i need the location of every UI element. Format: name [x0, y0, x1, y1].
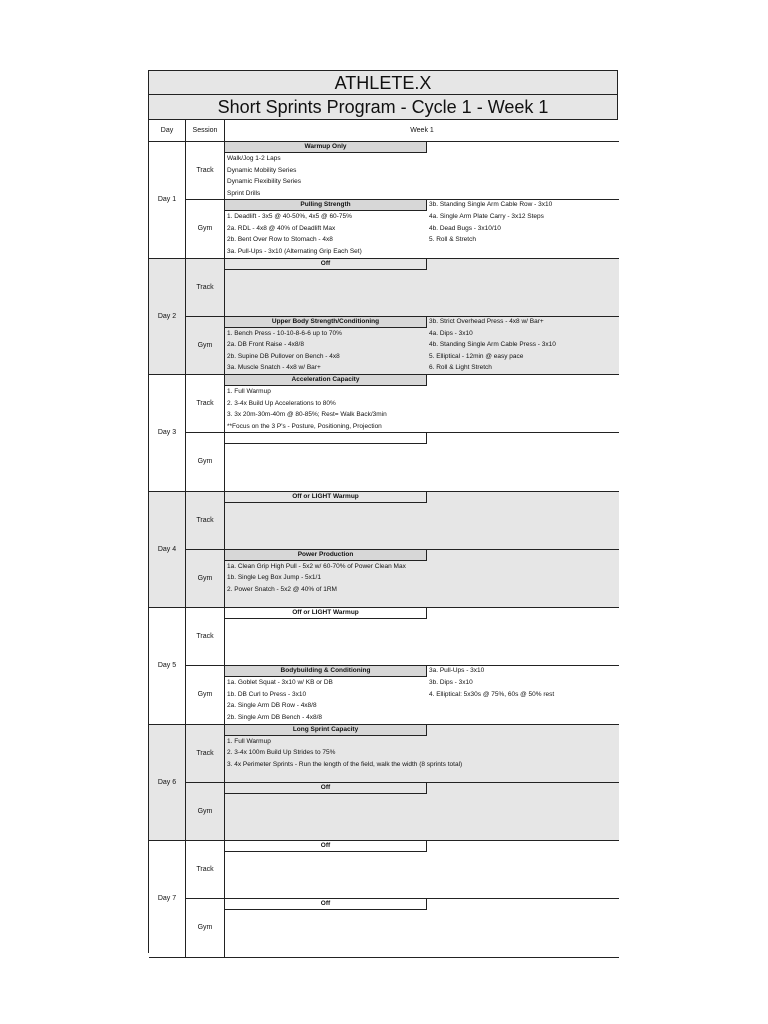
exercise-line: 4a. Single Arm Plate Carry - 3x12 Steps: [429, 213, 544, 220]
exercise-line: 1b. DB Curl to Press - 3x10: [227, 690, 307, 698]
exercise-line: 1. Deadlift - 3x5 @ 40-50%, 4x5 @ 60-75%: [227, 213, 352, 220]
session-content-track: [225, 841, 619, 899]
exercise-line: Walk/Jog 1-2 Laps: [227, 155, 281, 162]
session-column-header: Session: [186, 120, 225, 142]
session-label-gym: Gym: [186, 317, 225, 376]
workout-title: [225, 433, 427, 444]
exercise-line: 3b. Strict Overhead Press - 4x8 w/ Bar+: [429, 317, 544, 325]
session-label-gym: Gym: [186, 550, 225, 609]
workout-title: Warmup Only: [225, 142, 427, 153]
exercise-line: 2b. Bent Over Row to Stomach - 4x8: [227, 236, 333, 243]
exercise-line: 1b. Single Leg Box Jump - 5x1/1: [227, 574, 321, 581]
session-content-gym: [225, 433, 619, 492]
brand-title: ATHLETE.X: [149, 71, 617, 95]
day-label: Day 5: [149, 608, 186, 725]
exercise-line: 3a. Pull-Ups - 3x10 (Alternating Grip Each Set): [227, 247, 362, 255]
workout-title: Off: [225, 841, 427, 852]
exercise-line: 6. Roll & Light Stretch: [429, 364, 492, 371]
exercise-line: 2b. Single Arm DB Bench - 4x8/8: [227, 713, 323, 721]
workout-title: Off: [225, 259, 427, 270]
session-content-track: [225, 259, 619, 317]
program-sheet: [148, 70, 618, 953]
session-label-track: Track: [186, 725, 225, 783]
workout-title: Off: [225, 899, 427, 910]
workout-title: Acceleration Capacity: [225, 375, 427, 386]
workout-title: Power Production: [225, 550, 427, 561]
exercise-line: 3b. Dips - 3x10: [429, 679, 473, 686]
exercise-line: 4a. Dips - 3x10: [429, 329, 473, 337]
exercise-line: **Focus on the 3 P's - Posture, Positioning, Projection: [227, 422, 382, 430]
session-label-track: Track: [186, 608, 225, 666]
exercise-line: 2a. RDL - 4x8 @ 40% of Deadlift Max: [227, 224, 336, 232]
session-label-gym: Gym: [186, 433, 225, 492]
exercise-line: Dynamic Flexibility Series: [227, 178, 302, 185]
workout-title: Upper Body Strength/Conditioning: [225, 317, 427, 328]
exercise-line: 1. Full Warmup: [227, 388, 271, 395]
exercise-line: 5. Elliptical - 12min @ easy pace: [429, 352, 524, 360]
session-label-gym: Gym: [186, 200, 225, 259]
session-label-track: Track: [186, 259, 225, 317]
session-label-track: Track: [186, 492, 225, 550]
session-label-gym: Gym: [186, 899, 225, 958]
workout-title: Long Sprint Capacity: [225, 725, 427, 736]
session-content-gym: [225, 783, 619, 842]
day-label: Day 1: [149, 142, 186, 259]
exercise-line: Dynamic Mobility Series: [227, 166, 297, 174]
session-content-gym: [225, 200, 619, 259]
exercise-line: 3b. Standing Single Arm Cable Row - 3x10: [429, 201, 553, 208]
exercise-line: 3a. Pull-Ups - 3x10: [429, 667, 485, 674]
exercise-line: 4b. Standing Single Arm Cable Press - 3x10: [429, 341, 556, 348]
exercise-line: 2. 3-4x 100m Build Up Strides to 75%: [227, 749, 336, 756]
workout-title: Off or LIGHT Warmup: [225, 492, 427, 503]
exercise-line: 5. Roll & Stretch: [429, 236, 476, 243]
day-label: Day 7: [149, 841, 186, 958]
day-label: Day 2: [149, 259, 186, 376]
exercise-line: 1. Full Warmup: [227, 737, 271, 745]
session-content-gym: [225, 666, 619, 725]
session-content-gym: [225, 899, 619, 958]
day-label: Day 3: [149, 375, 186, 492]
workout-title: Pulling Strength: [225, 200, 427, 211]
exercise-line: Sprint Drills: [227, 189, 261, 197]
exercise-line: 1a. Clean Grip High Pull - 5x2 w/ 60-70% of Power Clean Max: [227, 562, 406, 570]
session-content-track: [225, 725, 619, 783]
workout-title: Bodybuilding & Conditioning: [225, 666, 427, 677]
day-column-header: Day: [149, 120, 186, 142]
exercise-line: 2. 3-4x Build Up Accelerations to 80%: [227, 399, 336, 407]
session-label-track: Track: [186, 375, 225, 433]
exercise-line: 3. 4x Perimeter Sprints - Run the length of the field, walk the width (8 sprints total): [227, 760, 463, 768]
session-content-track: [225, 375, 619, 433]
session-content-track: [225, 142, 619, 200]
day-label: Day 6: [149, 725, 186, 842]
session-content-track: [225, 492, 619, 550]
session-content-gym: [225, 317, 619, 376]
session-label-track: Track: [186, 841, 225, 899]
exercise-line: 4b. Dead Bugs - 3x10/10: [429, 224, 501, 232]
exercise-line: 1a. Goblet Squat - 3x10 w/ KB or DB: [227, 679, 333, 686]
exercise-line: 4. Elliptical: 5x30s @ 75%, 60s @ 50% rest: [429, 690, 555, 698]
exercise-line: 3a. Muscle Snatch - 4x8 w/ Bar+: [227, 364, 321, 371]
session-label-track: Track: [186, 142, 225, 200]
workout-title: Off or LIGHT Warmup: [225, 608, 427, 619]
exercise-line: 1. Bench Press - 10-10-8-6-6 up to 70%: [227, 329, 342, 337]
session-label-gym: Gym: [186, 783, 225, 842]
exercise-line: 2a. DB Front Raise - 4x8/8: [227, 341, 304, 348]
exercise-line: 2b. Supine DB Pullover on Bench - 4x8: [227, 352, 340, 360]
session-label-gym: Gym: [186, 666, 225, 725]
exercise-line: 2. Power Snatch - 5x2 @ 40% of 1RM: [227, 585, 337, 593]
session-content-track: [225, 608, 619, 666]
workout-title: Off: [225, 783, 427, 794]
exercise-line: 3. 3x 20m-30m-40m @ 80-85%; Rest= Walk Back/3min: [227, 411, 387, 418]
day-label: Day 4: [149, 492, 186, 609]
week-column-header: Week 1: [225, 120, 619, 142]
program-title: Short Sprints Program - Cycle 1 - Week 1: [149, 95, 617, 120]
session-content-gym: [225, 550, 619, 609]
exercise-line: 2a. Single Arm DB Row - 4x8/8: [227, 702, 317, 709]
